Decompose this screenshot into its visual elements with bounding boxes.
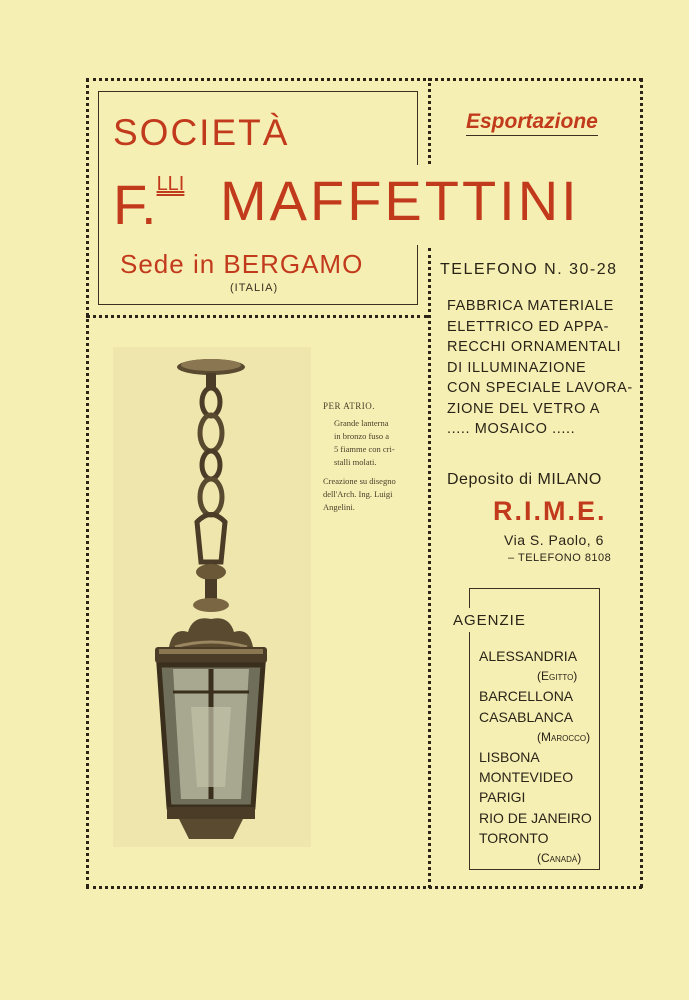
agency-city: CASABLANCA — [479, 708, 574, 725]
caption-line: stalli molati. — [334, 457, 377, 467]
flli-sup: LLI — [156, 173, 185, 195]
italia-label: (ITALIA) — [230, 282, 279, 294]
frame-left-border — [86, 78, 89, 888]
divider-lower-vertical — [428, 248, 431, 888]
frame-top-border — [86, 78, 642, 81]
description-line: ELETTRICO ED APPA- — [447, 318, 610, 335]
caption-line: 5 fiamme con cri- — [334, 444, 395, 454]
caption-credit-line: dell'Arch. Ing. Luigi — [323, 489, 393, 499]
agency-city: MONTEVIDEO — [479, 769, 574, 786]
photo-caption — [323, 400, 418, 514]
agency-city: PARIGI — [479, 789, 526, 806]
description-line: RECCHI ORNAMENTALI — [447, 339, 622, 355]
deposito-label: Deposito di MILANO — [447, 471, 602, 488]
divider-horizontal — [86, 315, 428, 318]
caption-credit-line: Creazione su disegno — [323, 476, 396, 486]
caption-line: Grande lanterna — [334, 418, 389, 428]
description-line: FABBRICA MATERIALE — [447, 298, 614, 314]
flli-prefix: F. — [113, 173, 157, 236]
description-line: DI ILLUMINAZIONE — [447, 359, 587, 376]
agency-country: (Marocco) — [537, 729, 591, 744]
caption-line: in bronzo fuso a — [334, 431, 390, 441]
agenzie-title: AGENZIE — [453, 612, 526, 629]
caption-title: PER ATRIO. — [323, 401, 376, 411]
agenzie-list — [479, 646, 592, 868]
company-name: MAFFETTINI — [220, 169, 580, 232]
esportazione-label: Esportazione — [466, 110, 598, 136]
description-line: ..... MOSAICO ..... — [447, 421, 576, 437]
divider-upper-vertical — [428, 78, 431, 164]
milano-address: Via S. Paolo, 6 — [504, 532, 604, 548]
flli-label — [113, 172, 184, 237]
agency-city: ALESSANDRIA — [479, 648, 578, 664]
lantern-photo — [113, 347, 311, 847]
agency-country: (Egitto) — [537, 669, 578, 684]
agency-city: TORONTO — [479, 829, 549, 846]
agency-city: BARCELLONA — [479, 688, 574, 705]
telefono-main: TELEFONO N. 30-28 — [440, 261, 618, 278]
societa-label: SOCIETÀ — [113, 112, 290, 153]
agency-city: RIO DE JANEIRO — [479, 809, 592, 826]
rime-company: R.I.M.E. — [493, 496, 607, 526]
agency-city: LISBONA — [479, 749, 540, 766]
caption-credit-line: Angelini. — [323, 502, 355, 512]
sede-label: Sede in BERGAMO — [120, 249, 364, 279]
description-line: ZIONE DEL VETRO A — [447, 400, 601, 417]
description-line: CON SPECIALE LAVORA- — [447, 380, 633, 396]
frame-right-border — [640, 78, 643, 888]
description-block — [447, 296, 633, 440]
frame-bottom-border — [86, 886, 642, 889]
lantern-illustration — [113, 347, 311, 847]
agency-country: (Canadà) — [537, 851, 582, 866]
milano-telefono: – TELEFONO 8108 — [508, 552, 612, 564]
